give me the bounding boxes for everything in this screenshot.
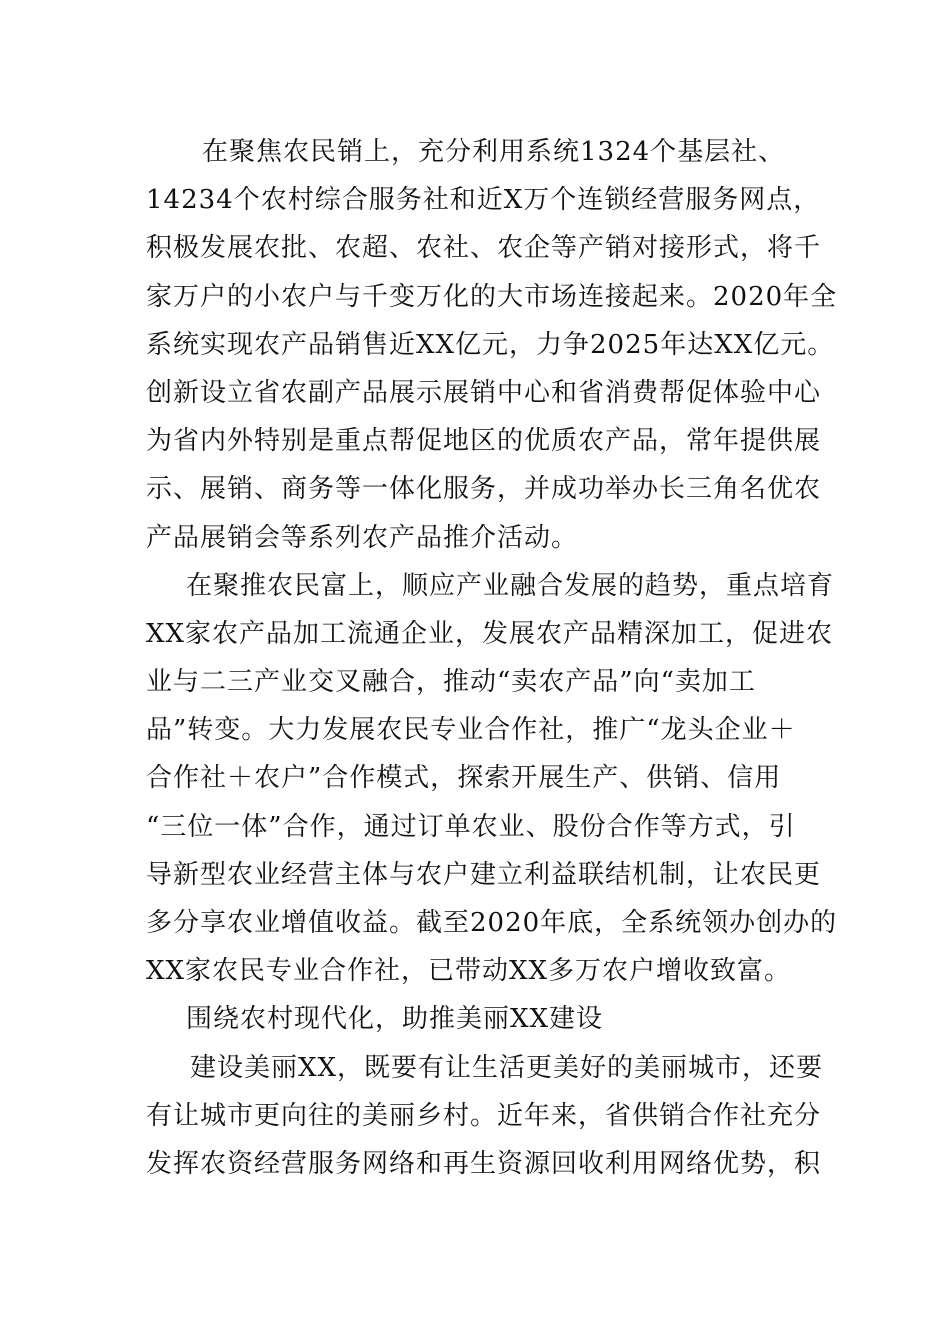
text-line: 导新型农业经营主体与农户建立利益联结机制，让农民更 — [146, 859, 822, 890]
text-line: 发挥农资经营服务网络和再生资源回收利用网络优势，积 — [146, 1148, 822, 1179]
text-line: 在聚推农民富上，顺应产业融合发展的趋势，重点培育 — [186, 570, 835, 601]
text-line: 示、展销、商务等一体化服务，并成功举办长三角名优农 — [146, 474, 822, 505]
text-line: “三位一体”合作，通过订单农业、股份合作等方式，引 — [146, 811, 796, 842]
text-line: 业与二三产业交叉融合，推动“卖农产品”向“卖加工 — [146, 667, 756, 698]
text-line: 积极发展农批、农超、农社、农企等产销对接形式，将千 — [146, 233, 822, 264]
text-line: 为省内外特别是重点帮促地区的优质农产品，常年提供展 — [146, 426, 822, 457]
text-line: 家万户的小农户与千变万化的大市场连接起来。2020年全 — [146, 281, 838, 312]
text-line: XX家农产品加工流通企业，发展农产品精深加工，促进农 — [146, 618, 834, 649]
paragraph-farmer-sales — [146, 128, 838, 562]
document-body — [146, 128, 838, 1188]
text-line: 有让城市更向往的美丽乡村。近年来，省供销合作社充分 — [146, 1100, 822, 1131]
text-line: XX家农民专业合作社，已带动XX多万农户增收致富。 — [146, 956, 792, 987]
paragraph-farmer-wealth — [146, 562, 838, 996]
text-line: 建设美丽XX，既要有让生活更美好的美丽城市，还要 — [190, 1052, 824, 1083]
section-heading: 围绕农村现代化，助推美丽XX建设 — [186, 1004, 604, 1035]
text-line: 14234个农村综合服务社和近X万个连锁经营服务网点， — [146, 185, 821, 216]
text-line: 产品展销会等系列农产品推介活动。 — [146, 522, 579, 553]
text-line: 系统实现农产品销售近XX亿元，力争2025年达XX亿元。 — [146, 329, 835, 360]
text-line: 品”转变。大力发展农民专业合作社，推广“龙头企业＋ — [146, 715, 796, 746]
text-line: 在聚焦农民销上，充分利用系统1324个基层社、 — [202, 137, 786, 167]
text-line: 创新设立省农副产品展示展销中心和省消费帮促体验中心 — [146, 377, 822, 408]
text-line: 多分享农业增值收益。截至2020年底，全系统领办创办的 — [146, 908, 838, 938]
paragraph-beautiful-countryside — [146, 1044, 826, 1189]
text-line: 合作社＋农户”合作模式，探索开展生产、供销、信用 — [146, 763, 782, 794]
